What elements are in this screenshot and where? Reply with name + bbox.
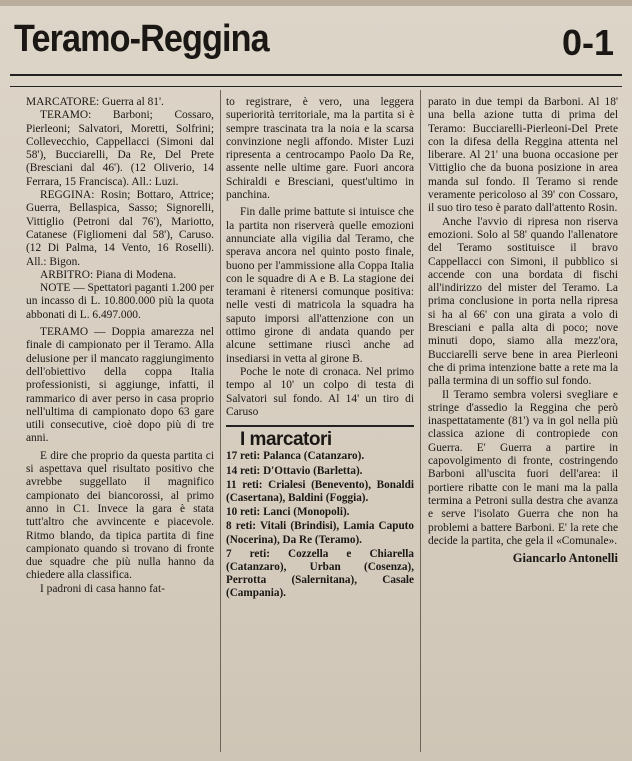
scorers-row: 14 reti: D'Ottavio (Barletta). xyxy=(226,464,363,477)
article-paragraph: Poche le note di cronaca. Nel primo tempo al 10' un colpo di testa di Salvatori sul fondo. Al 14' un tiro di Caruso xyxy=(226,365,414,418)
column-1 xyxy=(26,96,214,756)
headline-title: Teramo-Reggina xyxy=(14,18,269,60)
column-3 xyxy=(428,96,618,756)
column-2 xyxy=(226,96,414,756)
notes-line: NOTE — Spettatori paganti 1.200 per un incasso di L. 10.800.000 più la quota abbonati di L. 6.497.000. xyxy=(26,282,214,321)
scorers-title: I marcatori xyxy=(240,429,332,451)
teramo-lineup: TERAMO: Barboni; Cossaro, Pierleoni; Salvatori, Moretti, Solfrini; Collevecchio, Cappellacci (Simoni dal 58'), Bucciarelli, Da Re, Del Prete (Bresciani dal 46'). (12 Oliverio, 14 Ferrara, 15 Francisca). All.: Luzi. xyxy=(26,109,214,188)
referee-line: ARBITRO: Piana di Modena. xyxy=(40,268,177,281)
scorers-box xyxy=(226,425,414,601)
article-paragraph: E dire che proprio da questa partita ci si aspettava quel risultato positivo che avrebbe suggellato il magnifico campionato dei biancorossi, al primo anno in C1. Invece la gara è stata tutt'altro che avvincente e piacevole. Ritmo blando, da tipica partita di fine campionato quando si trovano di fronte due squadre che più nulla hanno da chiedere alla classifica. xyxy=(26,449,214,582)
scorers-row: 11 reti: Crialesi (Benevento), Bonaldi (Casertana), Baldini (Foggia). xyxy=(226,478,414,505)
article-paragraph: Anche l'avvio di ripresa non riserva emozioni. Solo al 58' quando l'allenatore del Teramo sostituisce il bravo Cappellacci con Simoni, il pubblico si accende con una bordata di fischi all'indirizzo del mister del Teramo. La prima conclusione in porta nella ripresa si ha al 66' con una girata a volo di Bresciani e palla alta di poco; nove minuti dopo, siamo alla mezz'ora, Bucciarelli serve bene in area Pierleoni che di prima intenzione batte a rete ma la palla termina di un soffio sul fondo. xyxy=(428,215,618,388)
headline-score: 0-1 xyxy=(561,22,614,63)
scorers-row: 10 reti: Lanci (Monopoli). xyxy=(226,506,350,519)
article-paragraph: Il Teramo sembra volersi svegliare e stringe d'assedio la Reggina che però inaspettatamente (81') va in gol nella più classica azione di contropiede con Guerra. E' Guerra a partire in capovolgimento di fronte, costringendo Barboni all'uscita fuori dell'area: il portiere ribatte con le mani ma la palla termina a Petroni sulla destra che avanza e serve l'isolato Guerra che non ha problemi a battere Barboni. E' la rete che decide la partita, che gela il «Comunale». xyxy=(428,388,618,547)
scorers-row: 7 reti: Cozzella e Chiarella (Catanzaro), Urban (Cosenza), Perrotta (Salernitana), Casale (Campania). xyxy=(226,547,414,600)
article-paragraph: to registrare, è vero, una leggera superiorità territoriale, ma la partita si è sempre trascinata tra la noia e la scarsa convinzione negli affondo. Mister Luzi ripresenta a centrocampo Paolo Da Re, assente nelle ultime gare. Fuori ancora Schiraldi e Bresciani, quest'ultimo in panchina. xyxy=(226,96,414,202)
column-divider xyxy=(420,90,421,752)
headline-rule xyxy=(10,74,622,76)
article-paragraph: I padroni di casa hanno fat- xyxy=(40,582,165,595)
column-divider xyxy=(220,90,221,752)
page-top-edge xyxy=(0,0,632,6)
reggina-lineup: REGGINA: Rosin; Bottaro, Attrice; Guerra, Bellaspica, Sasso; Signorelli, Vittiglio (Petroni dal 76'), Mariotto, Catanese (Figliomeni dal 58'), Caruso. (12 Di Palma, 14 Vento, 16 Roselli). All.: Bigon. xyxy=(26,189,214,268)
article-paragraph: Fin dalle prime battute si intuisce che la partita non riserverà quelle emozioni annunciate alla vigilia dal Teramo, che sperava ancora nel quinto posto finale, buono per l'ammissione alla Coppa Italia con le squadre di A e B. La stagione dei teramani è ritenersi comunque positiva: nelle vesti di matricola la squadra ha saputo imporsi all'attenzione con un ottimo girone di andata quando per alcune settimane riuscì anche ad insediarsi in vetta al girone B. xyxy=(226,206,414,365)
scorers-row: 8 reti: Vitali (Brindisi), Lamia Caputo (Nocerina), Da Re (Teramo). xyxy=(226,520,414,546)
scorers-row: 17 reti: Palanca (Catanzaro). xyxy=(226,450,365,463)
article-paragraph: parato in due tempi da Barboni. Al 18' una bella azione tutta di prima del Teramo: Bucciarelli-Pierleoni-Del Prete con la difesa della Reggina attenta nel liberare. Al 21' una buona occasione per Vittiglio che da buona posizione in area manda sul fondo. Il Teramo si rende veramente pericoloso al 39' con Cossaro, il suo tiro teso è parato dall'attento Rosin. xyxy=(428,96,618,215)
author-signature: Giancarlo Antonelli xyxy=(512,551,618,566)
scorer-line: MARCATORE: Guerra al 81'. xyxy=(26,96,164,108)
headline-subrule xyxy=(10,86,622,87)
article-paragraph: TERAMO — Doppia amarezza nel finale di campionato per il Teramo. Alla delusione per il mancato raggiungimento dell'obiettivo della coppa Italia professionisti, si aggiunge, infatti, il rammarico di aver perso in casa proprio nell'ultima di campionato dopo 63 gare utili consecutive, cioè dopo più di tre anni. xyxy=(26,326,214,445)
